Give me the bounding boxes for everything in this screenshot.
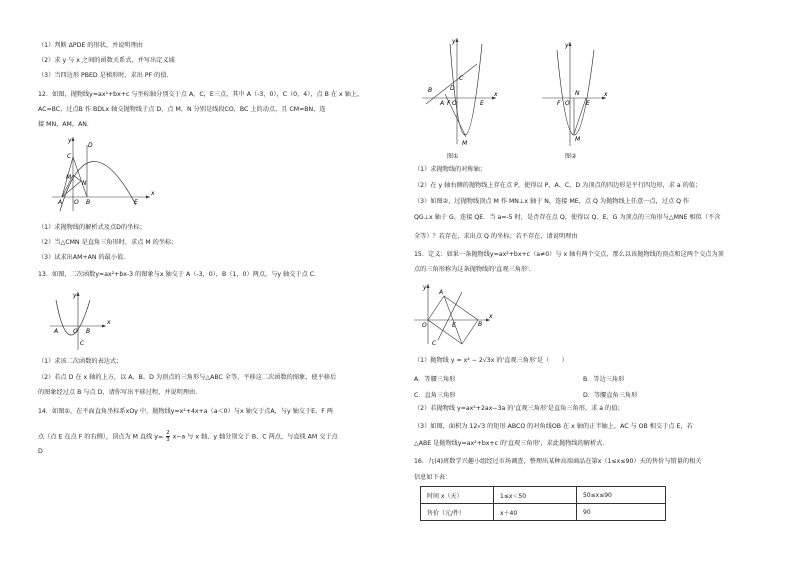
fig1-label-y: y <box>452 38 456 45</box>
q11-part2: （2）求 y 与 x 之间的函数关系式，并写出定义域 <box>38 57 175 64</box>
q12-figure <box>50 135 160 213</box>
q15-label-A: A <box>439 289 444 296</box>
q12-label-C: C <box>67 153 72 160</box>
fig1-label-x: x <box>494 91 498 98</box>
fig1-label-E: E <box>480 100 484 107</box>
q14-figure-1 <box>420 36 500 148</box>
q15-option-c: C．直角三角形 <box>414 392 456 399</box>
fig2-label-N: N <box>575 90 580 97</box>
fig2-label-F: F <box>557 100 561 107</box>
fig1-label-M: M <box>462 140 468 147</box>
q12-sub3: （3）试求出AM+AN 的最小值． <box>38 254 130 261</box>
q14-line2 <box>38 430 338 443</box>
q15-figure <box>412 282 494 346</box>
fig1-label-B: B <box>428 87 433 94</box>
q14-line3: D <box>38 448 43 455</box>
q13-label-A: A <box>54 328 59 335</box>
q12-label-A: A <box>58 199 63 206</box>
fig2-caption: 图② <box>565 153 577 160</box>
q16-line1: 16．九(4)班数学兴趣小组经过市场调查，整理出某种高端商品在第x（1≤x≤90）天的售价与销量的相关 <box>414 458 702 465</box>
q12-label-O: O <box>74 199 79 206</box>
q13-label-B: B <box>86 328 91 335</box>
fig1-label-O: O <box>452 100 457 107</box>
q15-sub2: （2）若抛物线 y=ax²+2ax−3a 的'直观三角形'是直角三角形，求 a 的值； <box>414 405 624 412</box>
table-cell: 时间 x（天） <box>421 487 494 504</box>
q13-sub2b: 的图象经过点 B 与点 D，请你写出平移过程，并说明理由． <box>38 389 202 396</box>
q13-label-y: y <box>73 292 77 299</box>
fig1-label-F: F <box>447 100 451 107</box>
q12-line2: AC=BC，过点B 作 BDLx 轴交抛物线于点 D，点 M，N 分别是线段CO，BC 上的动点，且 CM=BN，连 <box>38 106 326 113</box>
table-cell: 90 <box>577 504 666 521</box>
q15-sub3a: （3）如图，面积为 12√3 的矩形 ABCO 的对角线OB 在 x 轴的正半轴上，AC 与 OB 相交于点 E，若 <box>414 423 693 430</box>
fig2-label-E: E <box>586 100 590 107</box>
fig2-label-M: M <box>575 136 581 143</box>
q14-figure-2 <box>540 40 610 150</box>
q13-label-O: O <box>73 328 78 335</box>
fig2-label-y: y <box>565 42 569 49</box>
q14-sub3a: （3）如图②，过抛物线顶点 M 作 MN⊥x 轴于 N，连接 ME，点 Q 为抛物线上任意一点，过点 Q 作 <box>414 198 690 205</box>
q14-frac-num: 2 <box>166 430 170 436</box>
q15-sub3b: △ABE 是抛物线y=ax²+bx+c 的'直观三角形'，求此抛物线的解析式． <box>414 440 609 447</box>
q15-sub1: （1）抛物线 y = x² − 2√3x 的'直观三角形'是（ ） <box>414 357 568 364</box>
q15-option-b: B．等边三角形 <box>583 376 625 383</box>
q12-label-y: y <box>68 137 72 144</box>
q12-label-E: E <box>134 199 138 206</box>
q11-part3: （3）当四边形 PBED 是梯形时，求出 PF 的值. <box>38 72 169 79</box>
q15-label-y: y <box>423 284 427 291</box>
fig1-label-C: C <box>459 75 464 82</box>
q14-frac-den: 3 <box>166 437 170 443</box>
q14-line2-text-b: x−a 与 x 轴、y 轴分别交于 B、C 两点，与直线 AM 交于点 <box>172 433 338 441</box>
q13-figure <box>48 290 118 352</box>
q14-sub3b: QG⊥x 轴于 G，连接 QE．当 a=-5 时，是否存在点 Q，使得以 Q、E、G 为顶点的三角形与△MNE 相似（不含 <box>414 214 721 221</box>
q15-label-x: x <box>489 313 493 320</box>
table-cell: 售价（元/件） <box>421 504 494 521</box>
q12-label-N: N <box>82 180 87 187</box>
q14-line2-text: 点（点 E 在点 F 的右侧），顶点为 M 直线 y= <box>38 433 164 441</box>
q12-line1: 12．如图，抛物线y=ax²+bx+c 与坐标轴分别交于点 A，C，E三点，其中 A（-3，0），C（0，4），点 B 在 x 轴上， <box>38 91 364 98</box>
q13-sub2a: （2）若点 D 在 x 轴的上方，以 A、B、D 为顶点的三角形与△ABC 全等，平移这二次函数的图象，使平移后 <box>38 374 337 381</box>
q15-line1: 15．定义：如果一条抛物线y=ax²+bx+c（a≠0）与 x 轴有两个交点，那么以该抛物线的顶点和这两个交点为顶 <box>414 251 724 258</box>
table-cell: x＋40 <box>494 504 577 521</box>
q14-line1: 14．如图①，在平面直角坐标系xOy 中，抛物线y=x²+4x+a（a＜0）与x 轴交于点A，与y 轴交于E、F 两 <box>38 408 333 415</box>
q11-part1: （1）判断 ΔPDE 的形状，并说明理由 <box>38 42 143 49</box>
q13-line1: 13．如图，二次函数y=ax²+bx-3 的图象与x 轴交于 A（-3，0），B（1，0）两点，与y 轴交于点 C． <box>38 271 321 278</box>
q12-label-x: x <box>151 190 155 197</box>
fig2-label-O: O <box>565 100 570 107</box>
q14-sub3c: 全等）？若存在，求出点 Q 的坐标；若不存在，请说明理由 <box>414 233 578 240</box>
q15-label-E: E <box>452 322 456 329</box>
q13-label-C: C <box>80 340 85 347</box>
q12-line3: 接 MN，AM，AN． <box>38 121 94 128</box>
q12-sub2: （2）当△CMN 是直角三角形时，求点 M 的坐标； <box>38 239 178 246</box>
fig1-caption: 图① <box>447 153 459 160</box>
q15-label-C: C <box>432 340 437 346</box>
q12-label-M: M <box>66 174 72 181</box>
q15-line2: 点的三角形称为这条抛物线的'直观三角形'. <box>414 266 531 273</box>
q15-label-O: O <box>422 322 427 329</box>
fig2-label-x: x <box>604 91 608 98</box>
q15-option-a: A．等腰三角形 <box>414 376 456 383</box>
table-cell: 1≤x＜50 <box>494 487 577 504</box>
q16-line2: 信息如下表： <box>414 474 452 481</box>
q13-sub1: （1）求该二次函数的表达式； <box>38 358 123 365</box>
q15-option-d: D．等腰直角三角形 <box>583 392 638 399</box>
q13-label-x: x <box>107 319 111 326</box>
fig1-label-D: D <box>450 85 455 92</box>
table-cell: 50≤x≤90 <box>577 487 666 504</box>
q12-sub1: （1）求抛物线的解析式及点D的坐标； <box>38 224 146 231</box>
table-row <box>421 487 666 504</box>
q14-sub2: （2）在 y 轴右侧的抛物线上存在点 P，使得以 P、A、C、D 为顶点的四边形是平行四边形，求 a 的值； <box>414 182 702 189</box>
q16-table <box>420 486 666 521</box>
q12-label-D: D <box>88 142 93 149</box>
q14-sub1: （1）求抛物线的对称轴； <box>414 166 486 173</box>
fig1-label-A: A <box>440 100 445 107</box>
q14-fraction <box>166 430 170 443</box>
table-row <box>421 504 666 521</box>
q12-label-B: B <box>86 199 91 206</box>
q15-label-B: B <box>478 321 483 328</box>
